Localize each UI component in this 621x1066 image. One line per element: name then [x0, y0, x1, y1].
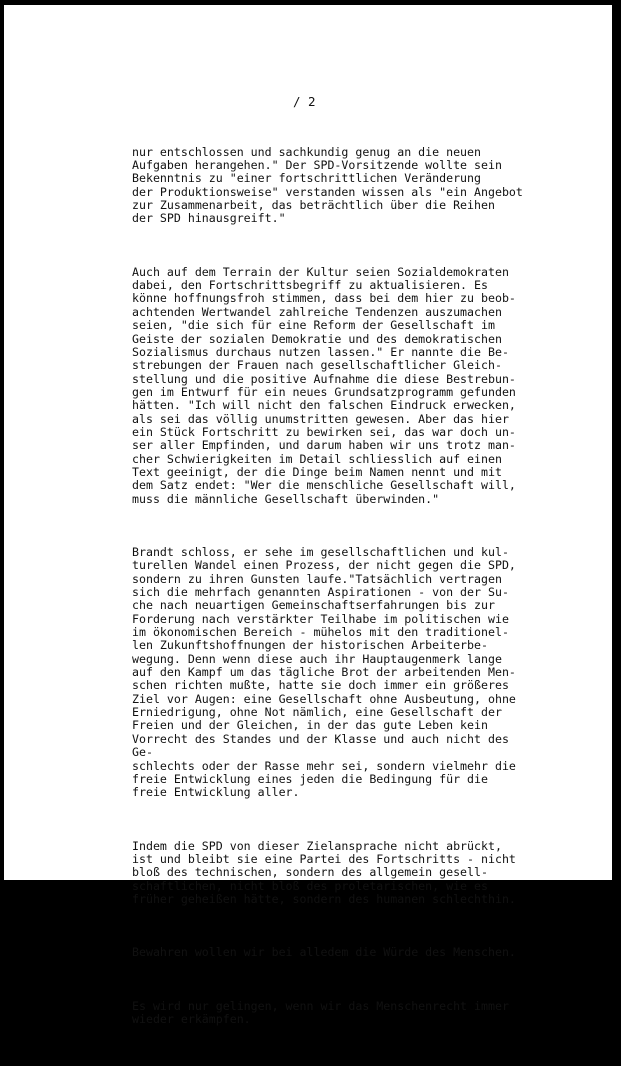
- paragraph: nur entschlossen und sachkundig genug an die neuen Aufgaben herangehen." Der SPD-Vorsitzende wollte sein Bekenntnis zu "einer fortschrittlichen Veränderung der Produktionsweise" verstanden wissen als "ein Angebot zur Zusammenarbeit, das beträchtlich über die Reihen der SPD hinausgreift.": [132, 144, 523, 226]
- paragraph: Auch auf dem Terrain der Kultur seien Sozialdemokraten dabei, den Fortschrittsbegriff zu aktualisieren. Es könne hoffnungsfroh stimmen, dass bei dem hier zu beob- achtenden Wertwandel zahlreiche Tendenzen auszumachen seien, "die sich für eine Reform der Gesellschaft im Geiste der sozialen Demokratie und des demokratischen Sozialismus durchaus nutzen lassen." Er nannte die Be- strebungen der Frauen nach gesellschaftlicher Gleich- stellung und die positive Aufnahme die diese Bestrebun- gen im Entwurf für ein neues Grundsatzprogramm gefunden hätten. "Ich will nicht den falschen Eindruck erwecken, als sei das völlig unumstritten gewesen. Aber das hier ein Stück Fortschritt zu bewirken sei, das war doch un- ser aller Empfinden, und darum haben wir uns trotz man- cher Schwierigkeiten im Detail schliesslich auf einen Text geeinigt, der die Dinge beim Namen nennt und mit dem Satz endet: "Wer die menschliche Gesellschaft will, muss die männliche Gesellschaft überwinden.": [132, 264, 516, 506]
- paragraph: Indem die SPD von dieser Zielansprache nicht abrückt, ist und bleibt sie eine Partei des Fortschritts - nicht bloß des technischen, sondern des allgemein gesell- schaftlichen, nicht bloß des proletarischen, wie es früher geheißen hätte, sondern des humanen schlechthin.: [132, 838, 516, 906]
- body-text: [132, 119, 532, 1066]
- page-number: / 2: [293, 94, 316, 109]
- document-page: [4, 5, 612, 1027]
- paragraph: Brandt schloss, er sehe im gesellschaftlichen und kul- turellen Wandel einen Prozess, der nicht gegen die SPD, sondern zu ihren Gunsten laufe."Tatsächlich vertragen sich die mehrfach genannten Aspirationen - von der Su- che nach neuartigen Gemeinschaftserfahrungen bis zur Forderung nach verstärkter Teilhabe im politischen wie im ökonomischen Bereich - mühelos mit den traditionel- len Zukunftshoffnungen der historischen Arbeiterbe- wegung. Denn wenn diese auch ihr Hauptaugenmerk lange auf den Kampf um das tägliche Brot der arbeitenden Men- schen richten mußte, hatte sie doch immer ein größeres Ziel vor Augen: eine Gesellschaft ohne Ausbeutung, ohne Erniedrigung, ohne Not nämlich, eine Gesellschaft der Freien und der Gleichen, in der das gute Leben kein Vorrecht des Standes und der Klasse und auch nicht des Ge- schlechts oder der Rasse mehr sei, sondern vielmehr die freie Entwicklung eines jeden die Bedingung für die freie Entwicklung aller.: [132, 545, 516, 800]
- paragraph: Bewahren wollen wir bei alledem die Würde des Menschen.: [132, 945, 516, 960]
- paragraph: Es wird nur gelingen, wenn wir das Menschenrecht immer wieder erkämpfen.: [132, 998, 509, 1027]
